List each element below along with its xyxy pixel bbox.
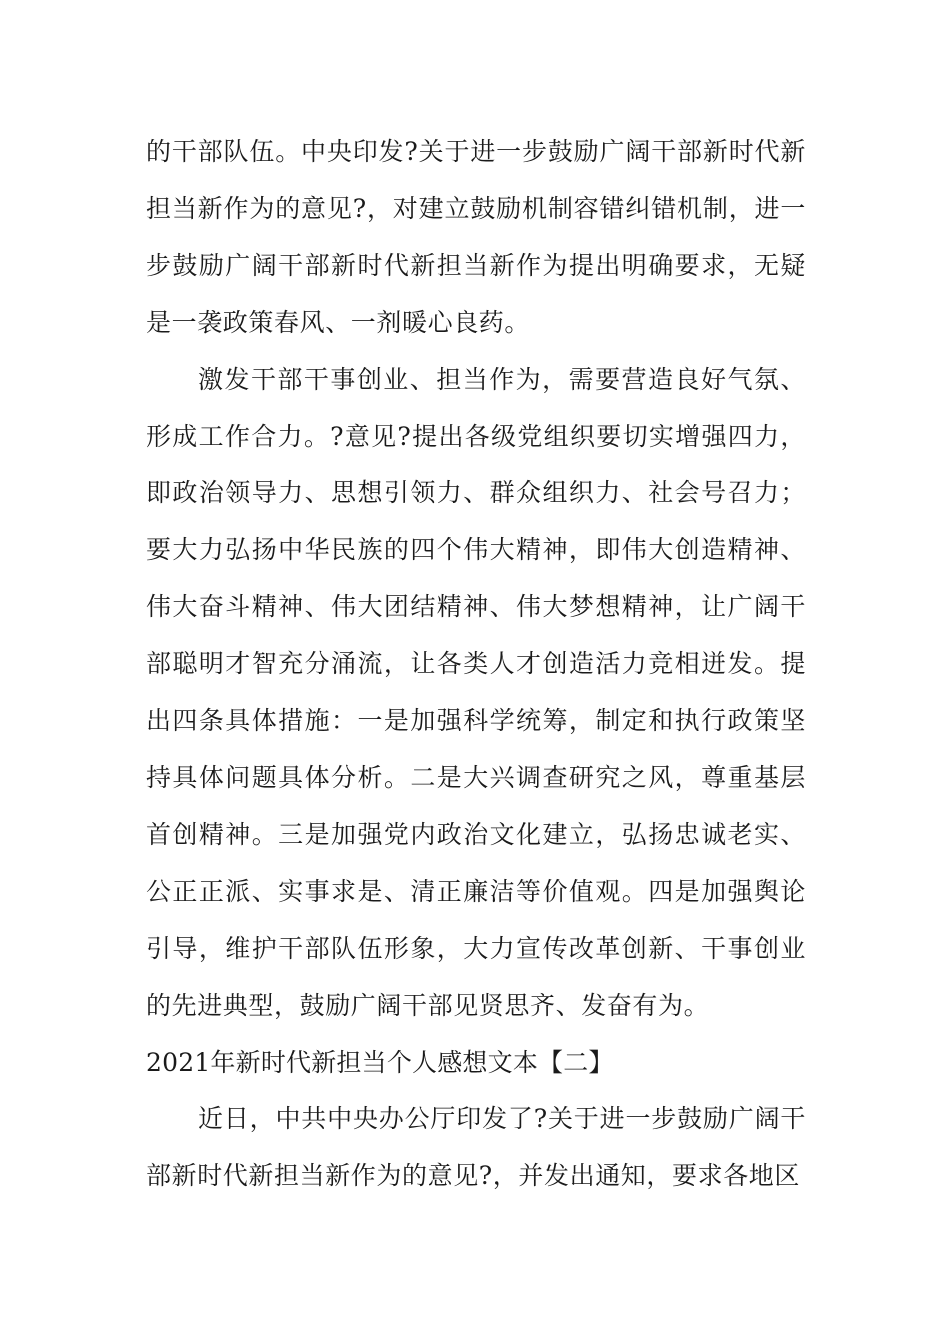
paragraph-1: 的干部队伍。中央印发?关于进一步鼓励广阔干部新时代新担当新作为的意见?，对建立鼓励机制容错纠错机制，进一步鼓励广阔干部新时代新担当新作为提出明确要求，无疑是一袭政策春风、一剂暖心良药。 (146, 137, 806, 337)
section-heading: 2021年新时代新担当个人感想文本【二】 (146, 1047, 614, 1077)
paragraph-3: 近日，中共中央办公厅印发了?关于进一步鼓励广阔干部新时代新担当新作为的意见?，并发出通知，要求各地区 (146, 1104, 806, 1191)
document-body (146, 124, 806, 1205)
paragraph-2: 激发干部干事创业、担当作为，需要营造良好气氛、形成工作合力。?意见?提出各级党组织要切实增强四力，即政治领导力、思想引领力、群众组织力、社会号召力；要大力弘扬中华民族的四个伟大精神，即伟大创造精神、伟大奋斗精神、伟大团结精神、伟大梦想精神，让广阔干部聪明才智充分涌流，让各类人才创造活力竞相迸发。提出四条具体措施：一是加强科学统筹，制定和执行政策坚持具体问题具体分析。二是大兴调查研究之风，尊重基层首创精神。三是加强党内政治文化建立，弘扬忠诚老实、公正正派、实事求是、清正廉洁等价值观。四是加强舆论引导，维护干部队伍形象，大力宣传改革创新、干事创业的先进典型，鼓励广阔干部见贤思齐、发奋有为。 (146, 364, 806, 1020)
